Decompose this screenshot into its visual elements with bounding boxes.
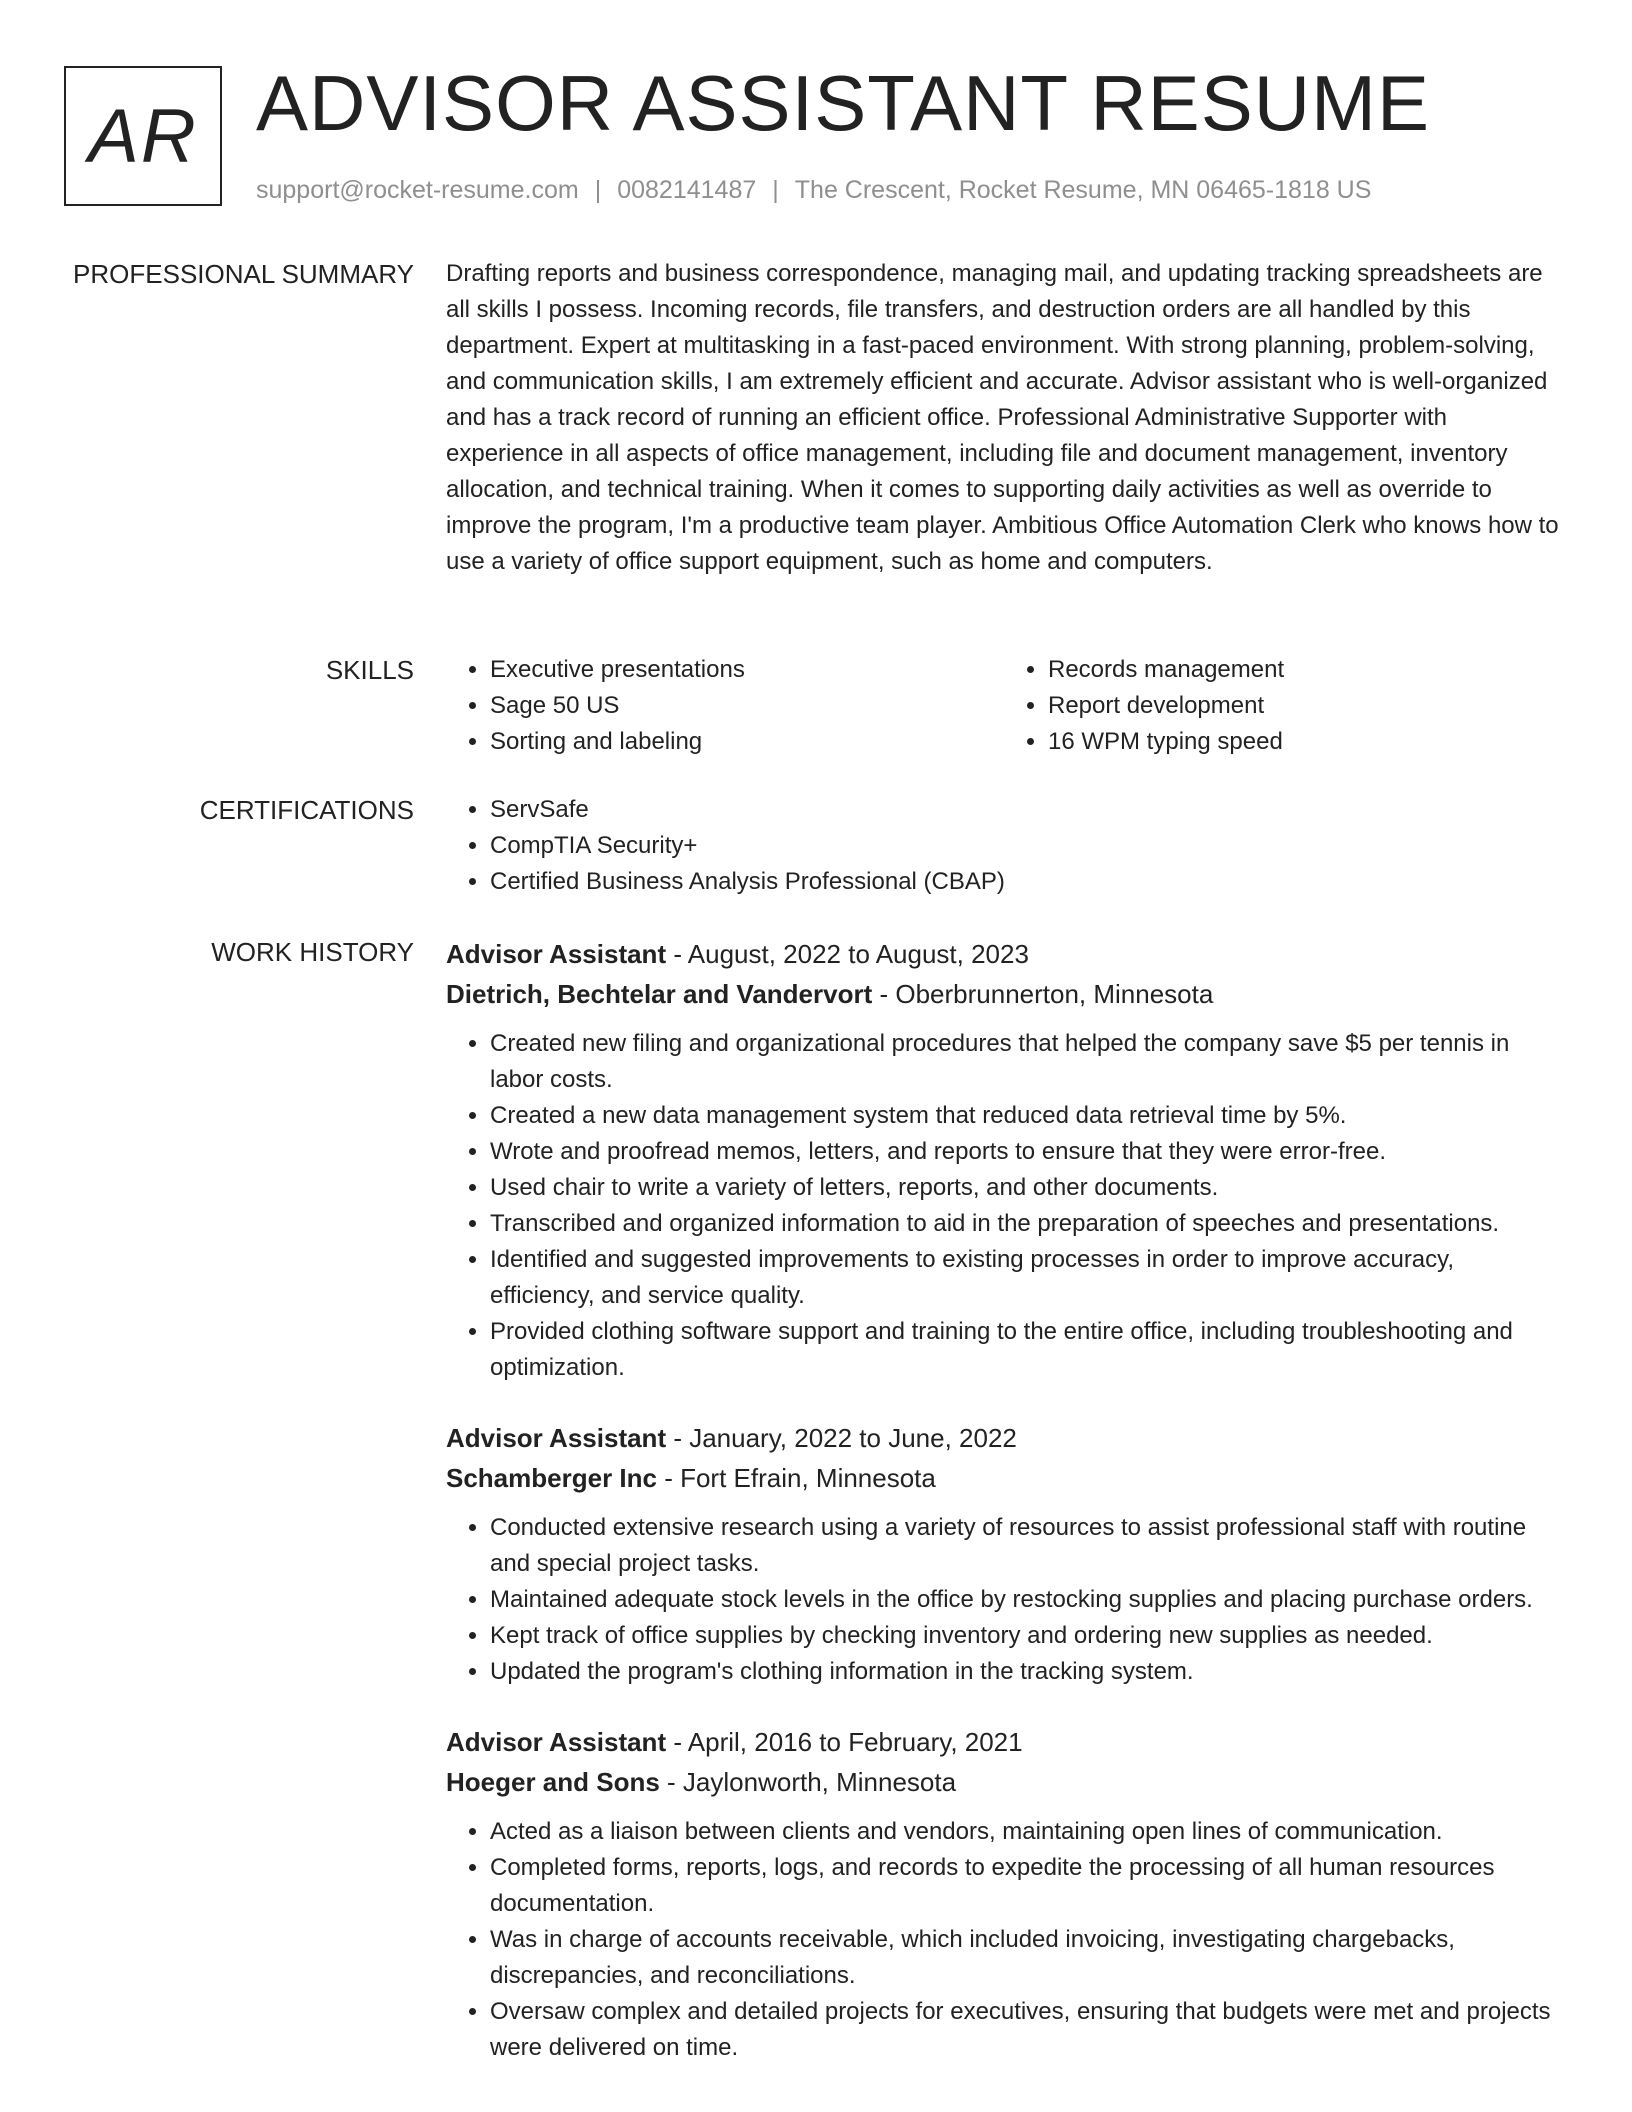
job-title: Advisor Assistant	[446, 1423, 667, 1453]
skill-item: • Sage 50 US	[490, 688, 1004, 724]
skills-lists	[446, 652, 1562, 760]
contact-separator: |	[594, 176, 602, 204]
job-entry	[446, 934, 1562, 1386]
contact-separator: |	[772, 176, 779, 204]
job-dates: - August, 2022 to August, 2023	[666, 939, 1029, 969]
job-bullet: • Was in charge of accounts receivable, which included invoicing, investigating chargebacks, discrepancies, and reconciliations.	[490, 1922, 1562, 1994]
job-entry	[446, 1722, 1562, 2066]
job-title-line	[446, 934, 1562, 974]
job-bullet: • Created new filing and organizational procedures that helped the company save $5 per tennis in labor costs.	[490, 1026, 1562, 1098]
job-dates: - January, 2022 to June, 2022	[666, 1423, 1017, 1453]
job-bullet: • Wrote and proofread memos, letters, and reports to ensure that they were error-free.	[490, 1134, 1562, 1170]
job-title-line	[446, 1722, 1562, 1762]
job-bullet: • Kept track of office supplies by checking inventory and ordering new supplies as needed.	[490, 1618, 1562, 1654]
job-bullets	[446, 1026, 1562, 1386]
job-entry	[446, 1418, 1562, 1690]
skill-item: • Sorting and labeling	[490, 724, 1004, 760]
skill-item: • 16 WPM typing speed	[1048, 724, 1562, 760]
skills-heading: SKILLS	[325, 655, 414, 685]
job-bullet: • Updated the program's clothing information in the tracking system.	[490, 1654, 1562, 1690]
certification-item: • CompTIA Security+	[490, 828, 1562, 864]
job-bullet: • Created a new data management system that reduced data retrieval time by 5%.	[490, 1098, 1562, 1134]
job-bullet: • Conducted extensive research using a variety of resources to assist professional staff with routine and special project tasks.	[490, 1510, 1562, 1582]
job-bullet: • Provided clothing software support and training to the entire office, including troubleshooting and optimization.	[490, 1314, 1562, 1386]
job-company: Hoeger and Sons	[446, 1767, 660, 1797]
job-title: Advisor Assistant	[446, 1727, 667, 1757]
job-location: - Fort Efrain, Minnesota	[656, 1463, 936, 1493]
job-company: Dietrich, Bechtelar and Vandervort	[446, 979, 873, 1009]
certifications-list	[446, 792, 1562, 900]
job-company: Schamberger Inc	[446, 1463, 657, 1493]
skill-item: • Report development	[1048, 688, 1562, 724]
resume-title: ADVISOR ASSISTANT RESUME	[256, 59, 1431, 147]
job-location: - Jaylonworth, Minnesota	[659, 1767, 957, 1797]
contact-address: The Crescent, Rocket Resume, MN 06465-1818 US	[794, 176, 1372, 204]
summary-text: Drafting reports and business correspondence, managing mail, and updating tracking spreadsheets are all skills I possess. Incoming records, file transfers, and destruction orders are all handled by this department. Expert at multitasking in a fast-paced environment. With strong planning, problem-solving, and communication skills, I am extremely efficient and accurate. Advisor assistant who is well-organized and has a track record of running an efficient office. Professional Administrative Supporter with experience in all aspects of office management, including file and document management, inventory allocation, and technical training. When it comes to supporting daily activities as well as override to improve the program, I'm a productive team player. Ambitious Office Automation Clerk who knows how to use a variety of office support equipment, such as home and computers.	[446, 260, 1559, 575]
job-title: Advisor Assistant	[446, 939, 667, 969]
skills-list-left	[446, 652, 1004, 760]
contact-line	[256, 174, 1371, 206]
job-title-line	[446, 1418, 1562, 1458]
contact-email[interactable]: support@rocket-resume.com	[256, 176, 579, 204]
certification-item: • Certified Business Analysis Professional (CBAP)	[490, 864, 1562, 900]
skill-item: • Executive presentations	[490, 652, 1004, 688]
job-bullet: • Oversaw complex and detailed projects for executives, ensuring that budgets were met and projects were delivered on time.	[490, 1994, 1562, 2066]
job-company-line	[446, 1762, 1562, 1802]
job-bullets	[446, 1510, 1562, 1690]
monogram-logo: AR	[64, 66, 222, 206]
job-bullet: • Transcribed and organized information to aid in the preparation of speeches and presentations.	[490, 1206, 1562, 1242]
job-bullet: • Completed forms, reports, logs, and records to expedite the processing of all human resources documentation.	[490, 1850, 1562, 1922]
summary-heading: PROFESSIONAL SUMMARY	[73, 259, 414, 289]
certification-item: • ServSafe	[490, 792, 1562, 828]
job-company-line	[446, 974, 1562, 1014]
work-history-heading: WORK HISTORY	[211, 937, 414, 967]
job-location: - Oberbrunnerton, Minnesota	[872, 979, 1214, 1009]
job-bullet: • Maintained adequate stock levels in the office by restocking supplies and placing purchase orders.	[490, 1582, 1562, 1618]
summary-body	[446, 256, 1562, 580]
work-history-body	[446, 934, 1562, 2066]
job-bullets	[446, 1814, 1562, 2066]
job-dates: - April, 2016 to February, 2021	[666, 1727, 1023, 1757]
job-company-line	[446, 1458, 1562, 1498]
contact-phone[interactable]: 0082141487	[617, 176, 757, 204]
certifications-heading: CERTIFICATIONS	[199, 795, 414, 825]
skill-item: • Records management	[1048, 652, 1562, 688]
job-bullet: • Acted as a liaison between clients and vendors, maintaining open lines of communication.	[490, 1814, 1562, 1850]
skills-list-right	[1004, 652, 1562, 760]
certifications-body	[446, 792, 1562, 900]
job-bullet: • Used chair to write a variety of letters, reports, and other documents.	[490, 1170, 1562, 1206]
job-bullet: • Identified and suggested improvements to existing processes in order to improve accuracy, efficiency, and service quality.	[490, 1242, 1562, 1314]
